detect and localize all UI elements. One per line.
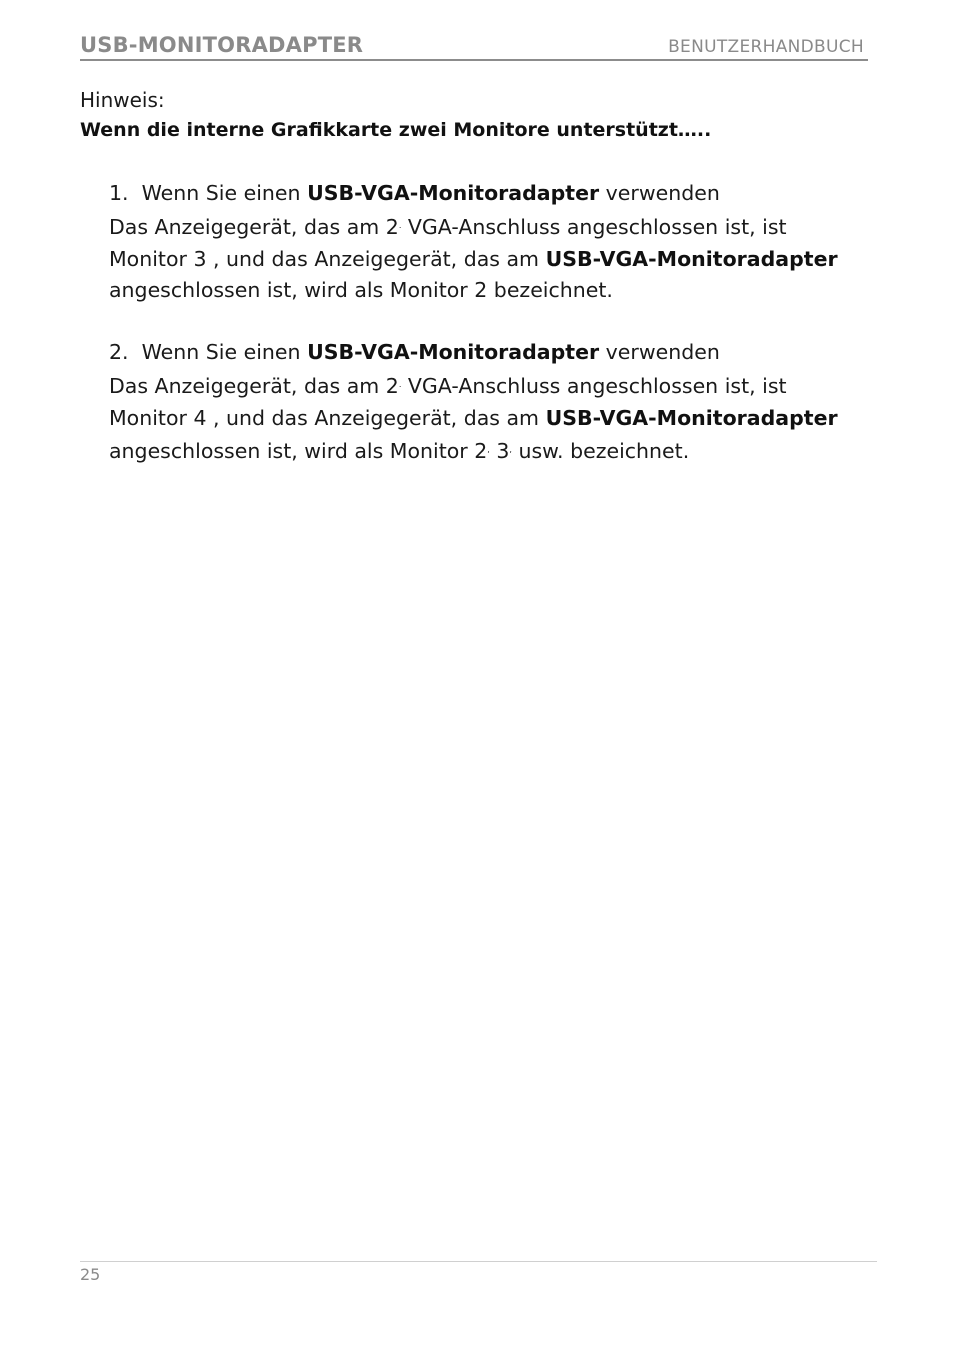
superscript: . <box>398 220 402 230</box>
item-line <box>109 434 869 468</box>
header-subtitle: BENUTZERHANDBUCH <box>668 37 864 57</box>
item-intro-tail: verwenden <box>605 340 720 364</box>
footer-divider <box>80 1261 877 1262</box>
superscript: . <box>398 379 402 389</box>
item-line <box>109 369 869 403</box>
superscript: , <box>509 445 512 455</box>
item-text: 3 <box>496 439 510 464</box>
page-header <box>80 30 868 61</box>
item-intro-tail: verwenden <box>605 181 720 205</box>
item-line <box>109 244 869 276</box>
page-number: 25 <box>80 1265 101 1284</box>
note-label: Hinweis: <box>80 88 165 112</box>
header-title: USB-MONITORADAPTER <box>80 33 364 57</box>
item-text: angeschlossen ist, wird als Monitor 2 <box>109 439 488 464</box>
item-line <box>109 403 869 435</box>
product-name: USB-VGA-Monitoradapter <box>545 405 838 430</box>
item-text: usw. bezeichnet. <box>518 439 690 464</box>
item-text: Das Anzeigegerät, das am 2 <box>109 373 399 398</box>
item-text: Das Anzeigegerät, das am 2 <box>109 214 399 239</box>
note-heading: Wenn die interne Grafikkarte zwei Monitore unterstützt….. <box>80 119 712 141</box>
item-intro <box>109 337 869 369</box>
item-line: angeschlossen ist, wird als Monitor 2 bezeichnet. <box>109 278 613 303</box>
item-text: VGA-Anschluss angeschlossen ist, ist <box>407 373 787 398</box>
item-intro-text: Wenn Sie einen <box>141 181 301 205</box>
list-item-1 <box>109 178 869 307</box>
item-text: Monitor 3 , und das Anzeigegerät, das am <box>109 246 540 271</box>
product-name: USB-VGA-Monitoradapter <box>307 340 600 364</box>
item-number: 1. <box>109 181 129 205</box>
item-text: Monitor 4 , und das Anzeigegerät, das am <box>109 405 540 430</box>
item-number: 2. <box>109 340 129 364</box>
item-text: VGA-Anschluss angeschlossen ist, ist <box>407 214 787 239</box>
superscript: , <box>487 445 490 455</box>
item-line <box>109 210 869 244</box>
product-name: USB-VGA-Monitoradapter <box>545 246 838 271</box>
product-name: USB-VGA-Monitoradapter <box>307 181 600 205</box>
item-intro <box>109 178 869 210</box>
list-item-2 <box>109 337 869 468</box>
item-intro-text: Wenn Sie einen <box>141 340 301 364</box>
